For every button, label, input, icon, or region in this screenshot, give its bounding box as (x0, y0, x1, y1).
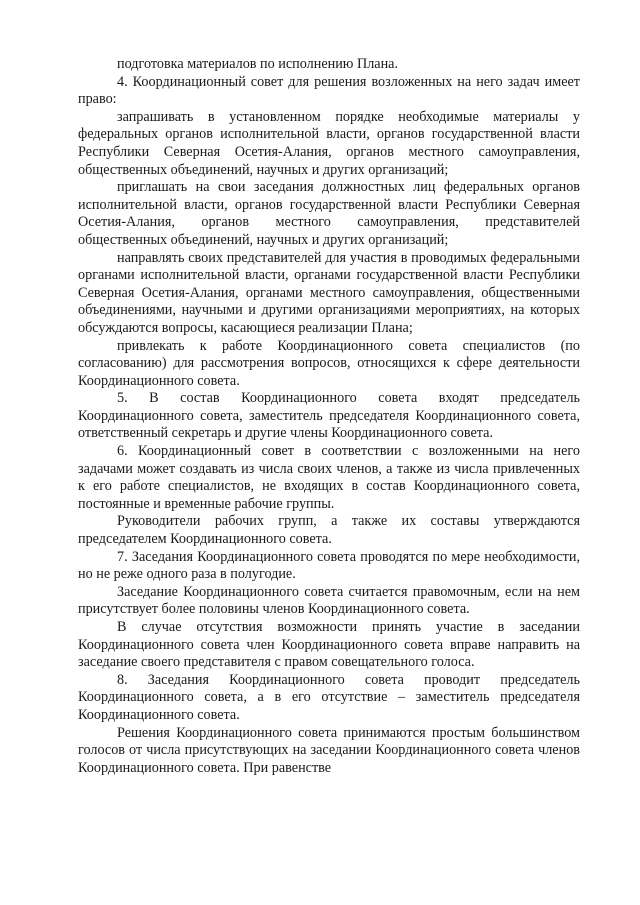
paragraph-plan-materials: подготовка материалов по исполнению Плана. (117, 56, 399, 72)
paragraph-item-8: 8. Заседания Координационного совета проводит председатель Координационного совета, а в его отсутствие – заместитель председателя Координационного совета. (78, 671, 580, 723)
paragraph-decisions: Решения Координационного совета принимаются простым большинством голосов от числа присутствующих на заседании Координационного совета членов Координационного совета. При равенстве (78, 724, 580, 776)
paragraph-working-groups-heads: Руководители рабочих групп, а также их составы утверждаются председателем Координационного совета. (78, 513, 580, 548)
paragraph-item-4: 4. Координационный совет для решения возложенных на него задач имеет право: (78, 73, 580, 108)
paragraph-representative: В случае отсутствия возможности принять участие в заседании Координационного совета член Координационного совета вправе направить на заседание своего представителя с правом совещательного голоса. (78, 619, 580, 671)
document-page (78, 56, 580, 777)
paragraph-invite-officials: приглашать на свои заседания должностных лиц федеральных органов исполнительной власти, органов государственной власти Республики Северная Осетия-Алания, органов местного самоуправления, представителей общественных объединений, научных и других организаций; (78, 179, 580, 248)
paragraph-send-representatives: направлять своих представителей для участия в проводимых федеральными органами исполнительной власти, органами государственной власти Республики Северная Осетия-Алания, органами местного самоуправления, общественными объединениями, научными и другими организациями мероприятиях, на которых обсуждаются вопросы, касающиеся реализации Плана; (78, 249, 580, 336)
paragraph-item-7: 7. Заседания Координационного совета проводятся по мере необходимости, но не реже одного раза в полугодие. (78, 548, 580, 583)
paragraph-involve-specialists: привлекать к работе Координационного совета специалистов (по согласованию) для рассмотрения вопросов, относящихся к сфере деятельности Координационного совета. (78, 337, 580, 389)
paragraph-item-6: 6. Координационный совет в соответствии с возложенными на него задачами может создавать из числа своих членов, а также из числа привлеченных к его работе специалистов, не входящих в состав Координационного совета, постоянные и временные рабочие группы. (78, 443, 580, 512)
paragraph-item-5: 5. В состав Координационного совета входят председатель Координационного совета, заместитель председателя Координационного совета, ответственный секретарь и другие члены Координационного совета. (78, 390, 580, 442)
paragraph-quorum: Заседание Координационного совета считается правомочным, если на нем присутствует более половины членов Координационного совета. (78, 583, 580, 618)
paragraph-request-materials: запрашивать в установленном порядке необходимые материалы у федеральных органов исполнительной власти, органов государственной власти Республики Северная Осетия-Алания, органов местного самоуправления, общественных объединений, научных и других организаций; (78, 108, 580, 178)
